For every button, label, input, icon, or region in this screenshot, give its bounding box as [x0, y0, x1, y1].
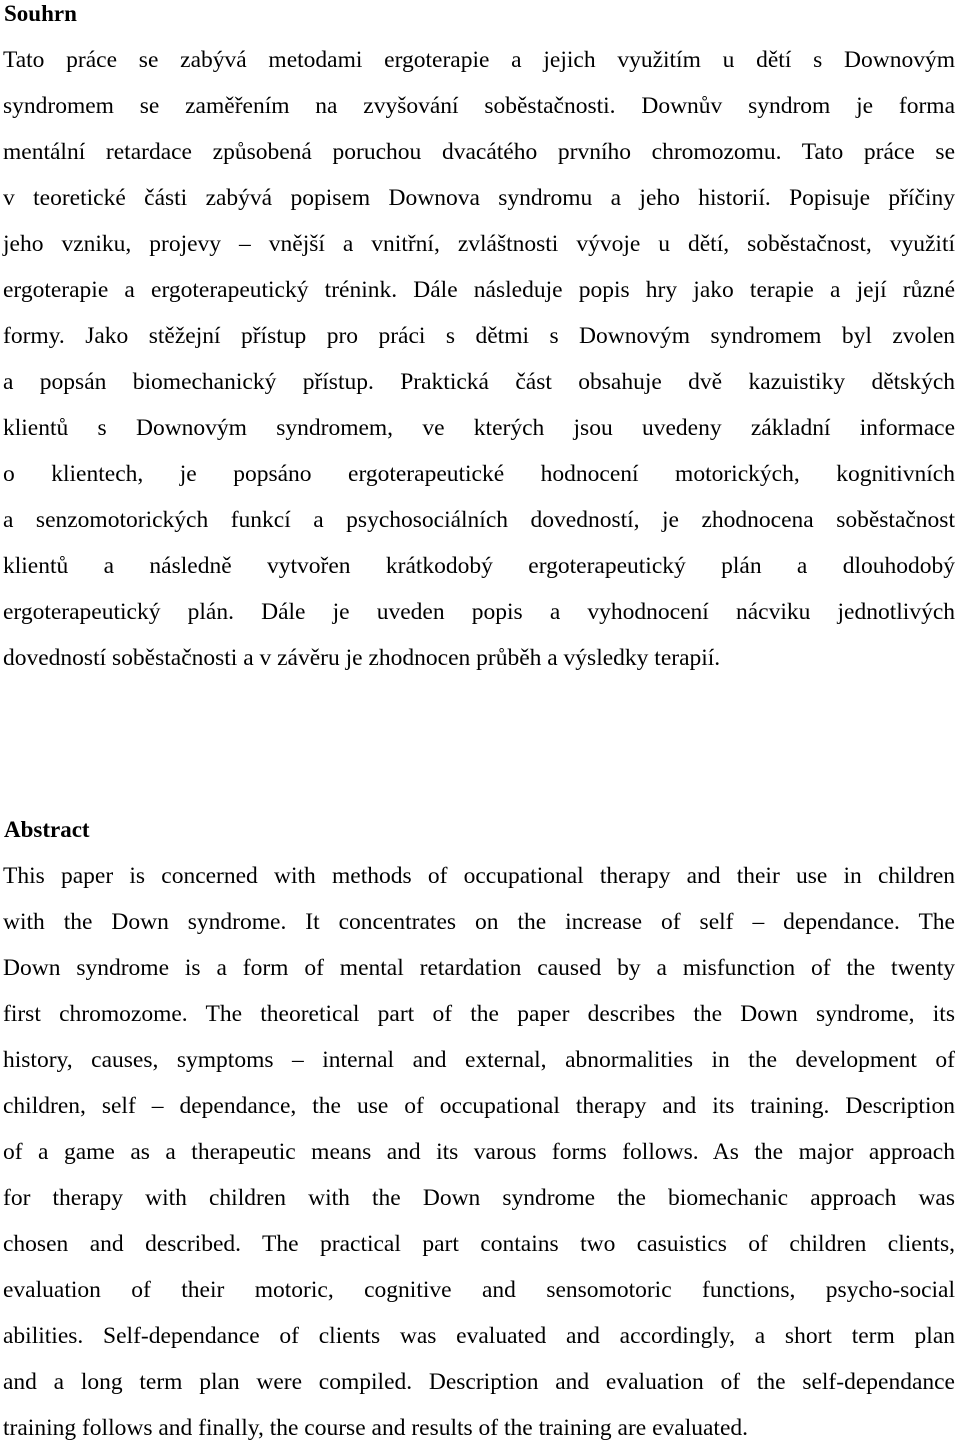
- souhrn-line: klientů a následně vytvořen krátkodobý ergoterapeutický plán a dlouhodobý: [3, 553, 955, 579]
- souhrn-line: Tato práce se zabývá metodami ergoterapie a jejich využitím u dětí s Downovým: [3, 47, 955, 73]
- abstract-line: evaluation of their motoric, cognitive and sensomotoric functions, psycho-social: [3, 1277, 955, 1303]
- abstract-line: first chromozome. The theoretical part of the paper describes the Down syndrome, its: [3, 1001, 955, 1027]
- souhrn-line: mentální retardace způsobená poruchou dvacátého prvního chromozomu. Tato práce se: [3, 139, 955, 165]
- abstract-line: of a game as a therapeutic means and its varous forms follows. As the major approach: [3, 1139, 955, 1165]
- souhrn-line: a senzomotorických funkcí a psychosociálních dovedností, je zhodnocena soběstačnost: [3, 507, 955, 533]
- souhrn-line: klientů s Downovým syndromem, ve kterých jsou uvedeny základní informace: [3, 415, 955, 441]
- abstract-line: abilities. Self-dependance of clients was evaluated and accordingly, a short term plan: [3, 1323, 955, 1349]
- souhrn-heading: Souhrn: [4, 1, 77, 26]
- abstract-line: This paper is concerned with methods of occupational therapy and their use in children: [3, 863, 955, 889]
- souhrn-line: syndromem se zaměřením na zvyšování soběstačnosti. Downův syndrom je forma: [3, 93, 955, 119]
- abstract-line: history, causes, symptoms – internal and external, abnormalities in the development of: [3, 1047, 955, 1073]
- abstract-line: for therapy with children with the Down syndrome the biomechanic approach was: [3, 1185, 955, 1211]
- souhrn-line: ergoterapeutický plán. Dále je uveden popis a vyhodnocení nácviku jednotlivých: [3, 599, 955, 625]
- souhrn-line: v teoretické části zabývá popisem Downova syndromu a jeho historií. Popisuje příčiny: [3, 185, 955, 211]
- abstract-heading: Abstract: [4, 817, 90, 842]
- abstract-line: chosen and described. The practical part contains two casuistics of children clients,: [3, 1231, 955, 1257]
- souhrn-line: a popsán biomechanický přístup. Praktická část obsahuje dvě kazuistiky dětských: [3, 369, 955, 395]
- abstract-line: children, self – dependance, the use of occupational therapy and its training. Description: [3, 1093, 955, 1119]
- souhrn-line: formy. Jako stěžejní přístup pro práci s dětmi s Downovým syndromem byl zvolen: [3, 323, 955, 349]
- souhrn-line: jeho vzniku, projevy – vnější a vnitřní, zvláštnosti vývoje u dětí, soběstačnost, využití: [3, 231, 955, 257]
- abstract-line: training follows and finally, the course and results of the training are evaluated.: [3, 1415, 749, 1441]
- souhrn-line: ergoterapie a ergoterapeutický trénink. Dále následuje popis hry jako terapie a její různé: [3, 277, 955, 303]
- abstract-line: Down syndrome is a form of mental retardation caused by a misfunction of the twenty: [3, 955, 955, 981]
- souhrn-line: o klientech, je popsáno ergoterapeutické hodnocení motorických, kognitivních: [3, 461, 955, 487]
- abstract-line: and a long term plan were compiled. Description and evaluation of the self-dependance: [3, 1369, 955, 1395]
- souhrn-line: dovedností soběstačnosti a v závěru je zhodnocen průběh a výsledky terapií.: [3, 645, 721, 671]
- abstract-line: with the Down syndrome. It concentrates on the increase of self – dependance. The: [3, 909, 955, 935]
